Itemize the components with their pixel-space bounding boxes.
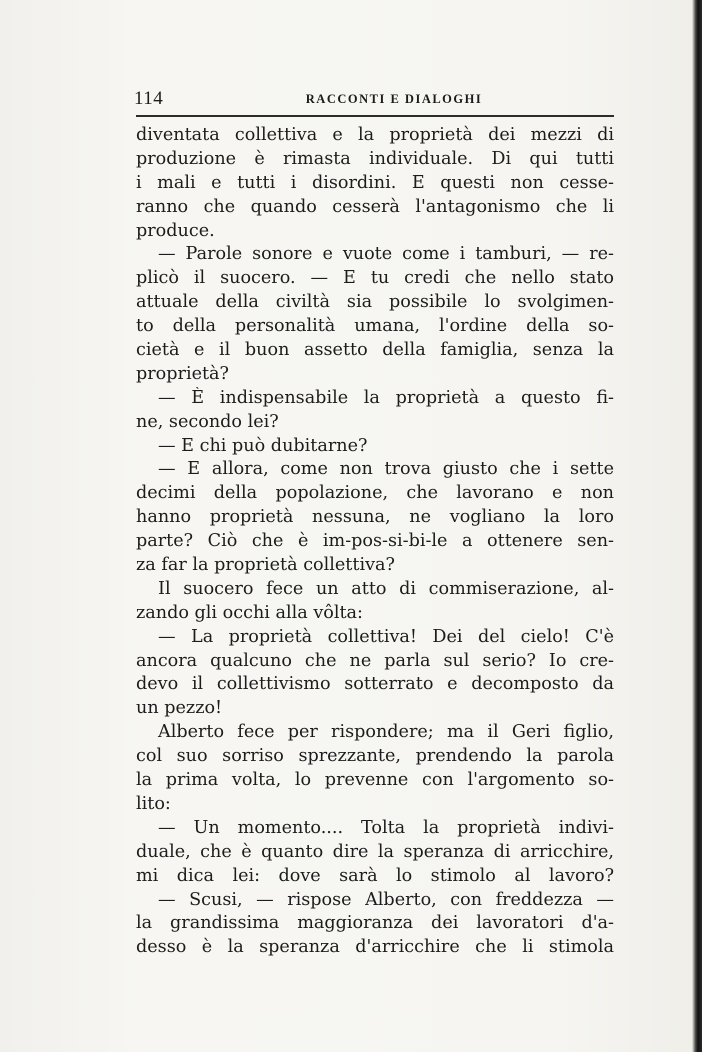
text-line: la grandissima maggioranza dei lavoratori d'a- xyxy=(136,913,614,934)
text-line: proprietà? xyxy=(136,363,229,384)
text-line: produzione è rimasta individuale. Di qui tutti xyxy=(136,148,614,169)
text-line: za far la proprietà collettiva? xyxy=(136,555,395,576)
text-line: i mali e tutti i disordini. E questi non cesse- xyxy=(136,172,614,193)
text-line: mi dica lei: dove sarà lo stimolo al lavoro? xyxy=(136,865,614,886)
text-line: decimi della popolazione, che lavorano e non xyxy=(136,483,614,504)
text-line: — E allora, come non trova giusto che i sette xyxy=(158,459,614,480)
body-text xyxy=(136,124,614,960)
text-line: — La proprietà collettiva! Dei del cielo! C'è xyxy=(158,626,614,647)
text-line: duale, che è quanto dire la speranza di arricchire, xyxy=(136,841,614,862)
text-line: desso è la speranza d'arricchire che li stimola xyxy=(136,937,614,958)
text-line: ne, secondo lei? xyxy=(136,411,279,432)
text-line: diventata collettiva e la proprietà dei mezzi di xyxy=(136,125,614,145)
text-line: — E chi può dubitarne? xyxy=(158,435,368,456)
text-line: cietà e il buon assetto della famiglia, senza la xyxy=(136,340,614,361)
text-line: ranno che quando cesserà l'antagonismo che li xyxy=(136,196,614,217)
page-edge-shadow xyxy=(692,0,702,1052)
page-number: 114 xyxy=(134,88,164,109)
page-header xyxy=(134,88,614,112)
text-line: la prima volta, lo prevenne con l'argomento so- xyxy=(136,770,614,791)
text-line: hanno proprietà nessuna, ne vogliano la loro xyxy=(136,507,614,528)
text-line: — È indispensabile la proprietà a questo fi- xyxy=(158,387,614,408)
text-line: — Parole sonore e vuote come i tamburi, — re- xyxy=(158,244,614,265)
text-line: produce. xyxy=(136,220,215,241)
text-line: attuale della civiltà sia possibile lo svolgimen- xyxy=(136,292,614,313)
header-rule xyxy=(136,115,614,117)
text-line: zando gli occhi alla vôlta: xyxy=(136,602,363,623)
text-line: un pezzo! xyxy=(136,698,223,719)
text-line: — Un momento.... Tolta la proprietà indivi- xyxy=(158,817,614,838)
text-line: to della personalità umana, l'ordine della so- xyxy=(136,316,614,337)
text-line: Il suocero fece un atto di commiserazione, al- xyxy=(158,578,614,599)
text-line: parte? Ciò che è im-pos-si-bi-le a ottenere sen- xyxy=(136,531,614,552)
text-line: devo il collettivismo sotterrato e decomposto da xyxy=(136,674,614,695)
text-line: col suo sorriso sprezzante, prendendo la parola xyxy=(136,746,614,767)
text-line: — Scusi, — rispose Alberto, con freddezza — xyxy=(158,889,614,910)
text-line: ancora qualcuno che ne parla sul serio? Io cre- xyxy=(136,650,614,671)
text-line: lito: xyxy=(136,793,171,814)
text-line: Alberto fece per rispondere; ma il Geri figlio, xyxy=(158,722,614,743)
text-line: plicò il suocero. — E tu credi che nello stato xyxy=(136,268,614,289)
running-title: RACCONTI E DIALOGHI xyxy=(305,92,483,106)
